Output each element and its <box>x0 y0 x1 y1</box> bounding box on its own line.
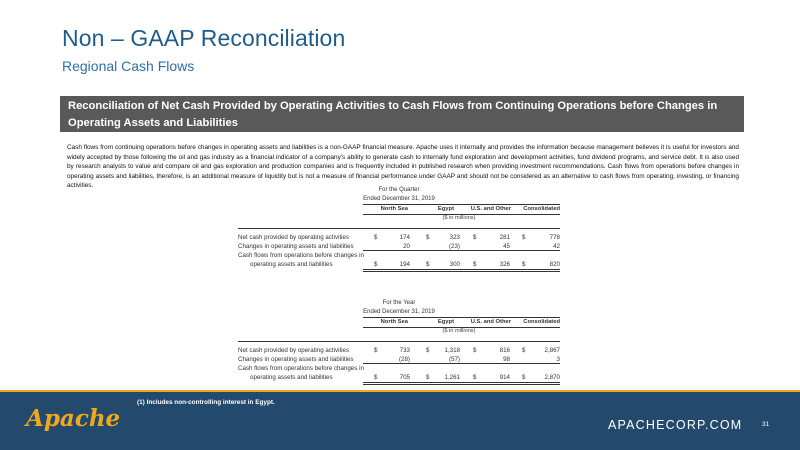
cell-value: 281 <box>499 234 510 241</box>
cell-value: 1,318 <box>444 347 460 354</box>
dollar-sign: $ <box>522 347 526 354</box>
year-units: ($ in millions) <box>442 328 476 334</box>
banner-line-1: Reconciliation of Net Cash Provided by Operating Activities to Cash Flows from Continuing Operations before Changes in <box>68 100 718 112</box>
cell-value: 20 <box>403 243 410 250</box>
quarter-period-line-1: For the Quarter <box>378 187 420 193</box>
cell-value: 3 <box>556 356 560 363</box>
table-row <box>238 373 560 382</box>
dollar-sign: $ <box>374 234 378 241</box>
year-period-line-2: Ended December 31, 2019 <box>363 309 435 315</box>
apache-logo <box>24 402 124 432</box>
footnote: (1) Includes non-controlling interest in Egypt. <box>137 399 275 406</box>
quarter-col-north-sea: North Sea <box>380 206 408 212</box>
cell-value: 2,870 <box>544 374 560 381</box>
quarter-units: ($ in millions) <box>442 215 476 221</box>
subtotal-rule <box>363 363 560 364</box>
dollar-sign: $ <box>473 347 477 354</box>
cell-value: (57) <box>448 356 460 363</box>
dollar-sign: $ <box>522 261 526 268</box>
row-label: operating assets and liabilities <box>250 261 333 268</box>
table-row <box>238 233 560 242</box>
row-label: Changes in operating assets and liabilities <box>238 243 354 250</box>
cell-value: 1,261 <box>444 374 460 381</box>
page-title: Non – GAAP Reconciliation <box>62 25 346 51</box>
intro-paragraph: Cash flows from continuing operations before changes in operating assets and liabilities is a non-GAAP financial measure. Apache uses it internally and provides the information because management believes it is useful for investors and widely accepted by those following the oil and gas industry as a financial indicator of a company's ability to generate cash to internally fund exploration and development activities, fund dividend programs, and service debt. It is also used by research analysts to value and compare oil and gas exploration and production companies and is frequently included in published research when providing investment recommendations. Cash flows from operations before changes in operating assets and liabilities, therefore, is an additional measure of liquidity but is not a measure of financial performance under GAAP and should not be considered as an alternative to cash flows from operating, investing, or financing activities. <box>67 144 739 190</box>
cell-value: (28) <box>398 356 410 363</box>
table-row <box>238 251 560 260</box>
dollar-sign: $ <box>473 234 477 241</box>
row-label: Net cash provided by operating activities <box>238 347 350 354</box>
dollar-sign: $ <box>374 374 378 381</box>
cell-value: 194 <box>399 261 410 268</box>
row-label: operating assets and liabilities <box>250 374 333 381</box>
cell-value: 914 <box>499 374 510 381</box>
quarter-top-rule <box>238 228 560 229</box>
table-row <box>238 346 560 355</box>
dollar-sign: $ <box>374 347 378 354</box>
quarter-col-us-other: U.S. and Other <box>470 206 511 212</box>
website-url[interactable]: APACHECORP.COM <box>608 418 743 432</box>
year-reconciliation-table <box>238 299 560 389</box>
row-label: Cash flows from operations before changes in <box>238 365 364 372</box>
table-row <box>238 364 560 373</box>
quarter-reconciliation-table <box>238 186 560 276</box>
cell-value: (23) <box>448 243 460 250</box>
quarter-col-egypt: Egypt <box>437 206 454 212</box>
total-double-rule <box>363 271 560 272</box>
year-col-us-other: U.S. and Other <box>470 319 511 325</box>
cell-value: 705 <box>399 374 410 381</box>
row-label: Net cash provided by operating activities <box>238 234 350 241</box>
cell-value: 820 <box>549 261 560 268</box>
cell-value: 326 <box>499 261 510 268</box>
dollar-sign: $ <box>473 261 477 268</box>
page-subtitle: Regional Cash Flows <box>62 58 195 74</box>
year-header-rule <box>363 317 560 318</box>
year-col-consolidated: Consolidated <box>523 319 560 325</box>
cell-value: 2,867 <box>544 347 560 354</box>
section-banner <box>60 96 744 132</box>
dollar-sign: $ <box>522 374 526 381</box>
cell-value: 98 <box>503 356 510 363</box>
table-row <box>238 260 560 269</box>
row-label: Changes in operating assets and liabilities <box>238 356 354 363</box>
cell-value: 42 <box>553 243 560 250</box>
dollar-sign: $ <box>522 234 526 241</box>
footer-accent-line <box>0 390 800 392</box>
row-label: Cash flows from operations before changes in <box>238 252 364 259</box>
dollar-sign: $ <box>473 374 477 381</box>
year-top-rule <box>238 341 560 342</box>
year-col-egypt: Egypt <box>437 319 454 325</box>
cell-value: 816 <box>499 347 510 354</box>
subtotal-rule <box>363 250 560 251</box>
quarter-col-consolidated: Consolidated <box>523 206 560 212</box>
dollar-sign: $ <box>374 261 378 268</box>
logo-wordmark: Apache <box>26 405 121 432</box>
dollar-sign: $ <box>426 347 430 354</box>
dollar-sign: $ <box>426 374 430 381</box>
year-col-north-sea: North Sea <box>380 319 408 325</box>
cell-value: 45 <box>503 243 510 250</box>
quarter-period-line-2: Ended December 31, 2019 <box>363 196 435 202</box>
cell-value: 323 <box>449 234 460 241</box>
total-double-rule <box>363 384 560 385</box>
cell-value: 300 <box>449 261 460 268</box>
dollar-sign: $ <box>426 234 430 241</box>
cell-value: 733 <box>399 347 410 354</box>
dollar-sign: $ <box>426 261 430 268</box>
quarter-header-rule <box>363 204 560 205</box>
banner-line-2: Operating Assets and Liabilities <box>68 117 238 129</box>
cell-value: 778 <box>549 234 560 241</box>
page-number: 31 <box>762 421 770 428</box>
year-period-line-1: For the Year <box>382 300 416 306</box>
cell-value: 174 <box>399 234 410 241</box>
